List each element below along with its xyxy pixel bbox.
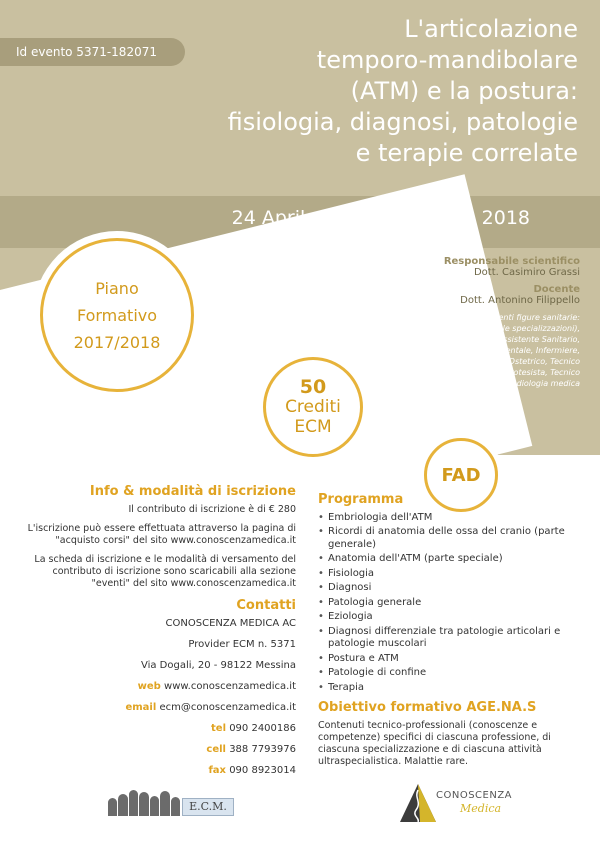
contact-org: CONOSCENZA MEDICA AC bbox=[165, 618, 296, 629]
title-line: L'articolazione bbox=[404, 15, 578, 43]
program-item: • Fisiologia bbox=[318, 568, 586, 581]
fax-label: fax bbox=[208, 765, 226, 776]
program-column bbox=[318, 494, 586, 768]
credits-line: ECM bbox=[294, 417, 332, 437]
info-heading: Info & modalità di iscrizione bbox=[89, 484, 296, 499]
fax-value: 090 8923014 bbox=[229, 765, 296, 776]
program-item: • Postura e ATM bbox=[318, 653, 586, 666]
credits-number: 50 bbox=[299, 376, 327, 398]
contact-tel bbox=[22, 723, 296, 735]
conoscenza-medica-logo bbox=[398, 782, 558, 828]
target-intro: Il corso è rivolto alle seguenti figure sanitarie: bbox=[395, 313, 580, 322]
email-link[interactable]: ecm@conoscenzamedica.it bbox=[159, 702, 296, 713]
target-list: Medico chirurgo (tutte le specializzazioni), Fisioterapista, Odontoiatra, Assistente Sanitario, Educatore professionale, Igienista dentale, Infermiere, Infermiere pediatrico, Logopedista, Ostetrico, Tecnico audiometrista, Tecnico audioprotesista, Tecnico ortopedico, Tecnico sanitario di radiologia medica bbox=[361, 324, 580, 388]
logo-line-1: CONOSCENZA bbox=[436, 790, 513, 801]
program-item: • Terapia bbox=[318, 682, 586, 695]
people-group-icon bbox=[108, 788, 180, 816]
program-heading: Programma bbox=[318, 492, 404, 507]
program-item: • Embriologia dell'ATM bbox=[318, 512, 586, 525]
contact-email bbox=[22, 702, 296, 714]
teacher-role: Docente bbox=[533, 284, 580, 295]
contact-web bbox=[22, 681, 296, 693]
credits-line: Crediti bbox=[285, 397, 341, 417]
cell-value: 388 7793976 bbox=[229, 744, 296, 755]
teacher-name: Dott. Antonino Filippello bbox=[460, 295, 580, 306]
program-item: • Diagnosi differenziale tra patologie articolari e patologie muscolari bbox=[318, 626, 586, 651]
people-block bbox=[360, 256, 580, 389]
objective-heading: Obiettivo formativo AGE.NA.S bbox=[318, 700, 537, 715]
fad-circle: FAD bbox=[424, 438, 498, 512]
program-list bbox=[318, 512, 586, 695]
ecm-logo-text: E.C.M. bbox=[182, 798, 234, 816]
title-line: e terapie correlate bbox=[355, 139, 578, 167]
cell-label: cell bbox=[206, 744, 226, 755]
contact-provider: Provider ECM n. 5371 bbox=[188, 639, 296, 650]
info-column bbox=[22, 486, 296, 786]
tel-label: tel bbox=[211, 723, 226, 734]
program-item: • Diagnosi bbox=[318, 582, 586, 595]
title-line: temporo-mandibolare bbox=[316, 46, 578, 74]
scientific-name: Dott. Casimiro Grassi bbox=[473, 267, 580, 278]
program-item: • Anatomia dell'ATM (parte speciale) bbox=[318, 553, 586, 566]
ecm-logo bbox=[108, 786, 234, 816]
title-line: fisiologia, diagnosi, patologie bbox=[227, 108, 578, 136]
event-dates: 24 Aprile 2017 - 23 Aprile 2018 bbox=[231, 207, 530, 229]
info-fee: Il contributo di iscrizione è di € 280 bbox=[128, 504, 296, 515]
program-item: • Patologia generale bbox=[318, 597, 586, 610]
program-item: • Patologie di confine bbox=[318, 667, 586, 680]
info-registration: L'iscrizione può essere effettuata attraverso la pagina di "acquisto corsi" del sito www.conoscenzamedica.it bbox=[27, 523, 296, 546]
email-label: email bbox=[125, 702, 157, 713]
scientific-role: Responsabile scientifico bbox=[443, 256, 580, 267]
event-id-badge: Id evento 5371-182071 bbox=[0, 38, 185, 66]
pyramid-icon bbox=[398, 782, 438, 826]
objective-text: Contenuti tecnico-professionali (conoscenze e competenze) specifici di ciascuna professione, di ciascuna specializzazione e di ciascuna attività ultraspecialistica. Malattie rare. bbox=[318, 719, 551, 767]
event-title bbox=[178, 14, 578, 169]
plan-line: 2017/2018 bbox=[73, 332, 161, 352]
logo-line-2: Medica bbox=[460, 802, 502, 815]
tel-value: 090 2400186 bbox=[229, 723, 296, 734]
title-line: (ATM) e la postura: bbox=[350, 77, 578, 105]
plan-circle bbox=[40, 238, 194, 392]
contact-fax bbox=[22, 765, 296, 777]
credits-circle bbox=[263, 357, 363, 457]
web-label: web bbox=[137, 681, 161, 692]
plan-line: Piano bbox=[95, 278, 139, 298]
contacts-block bbox=[22, 600, 296, 777]
plan-line: Formativo bbox=[76, 305, 158, 325]
contacts-heading: Contatti bbox=[236, 598, 296, 613]
web-link[interactable]: www.conoscenzamedica.it bbox=[164, 681, 296, 692]
contact-address: Via Dogali, 20 - 98122 Messina bbox=[140, 660, 296, 671]
program-item: • Eziologia bbox=[318, 611, 586, 624]
info-form: La scheda di iscrizione e le modalità di versamento del contributo di iscrizione sono scaricabili alla sezione "eventi" del sito www.conoscenzamedica.it bbox=[34, 554, 296, 589]
contact-cell bbox=[22, 744, 296, 756]
program-item: • Ricordi di anatomia delle ossa del cranio (parte generale) bbox=[318, 526, 586, 551]
